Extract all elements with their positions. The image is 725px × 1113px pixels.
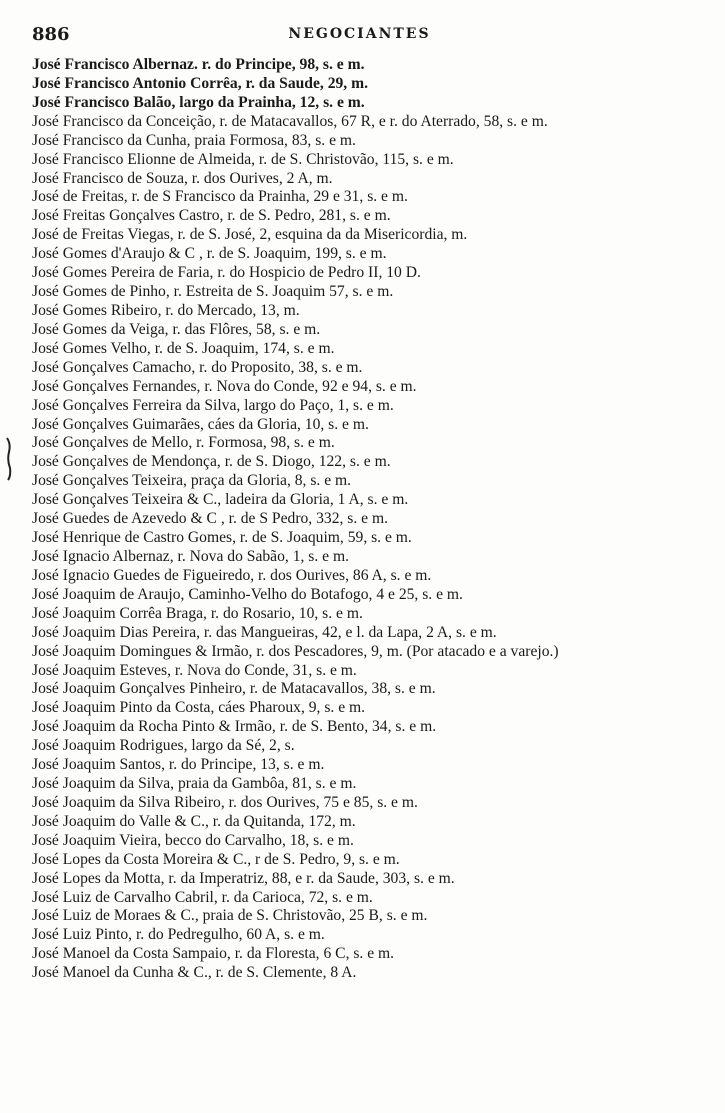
- list-item: José Gonçalves Camacho, r. do Proposito, 38, s. e m.: [32, 358, 363, 376]
- list-item: José Joaquim Dias Pereira, r. das Mangueiras, 42, e l. da Lapa, 2 A, s. e m.: [32, 623, 497, 641]
- list-item: José Manoel da Costa Sampaio, r. da Floresta, 6 C, s. e m.: [32, 945, 395, 963]
- list-item: José de Freitas Viegas, r. de S. José, 2, esquina da da Misericordia, m.: [32, 226, 468, 244]
- page-header: [32, 24, 687, 48]
- list-item: José Francisco da Cunha, praia Formosa, 83, s. e m.: [32, 131, 356, 149]
- running-head: NEGOCIANTES: [288, 26, 431, 42]
- page-number: 886: [32, 24, 70, 45]
- list-item: José Ignacio Guedes de Figueiredo, r. dos Ourives, 86 A, s. e m.: [32, 566, 432, 584]
- list-item: José Francisco da Conceição, r. de Matacavallos, 67 R, e r. do Aterrado, 58, s. e m.: [32, 112, 548, 130]
- list-item: José Gonçalves de Mendonça, r. de S. Diogo, 122, s. e m.: [32, 453, 391, 471]
- list-item: José Luiz de Moraes & C., praia de S. Christovão, 25 B, s. e m.: [32, 907, 428, 925]
- list-item: José Joaquim Rodrigues, largo da Sé, 2, s.: [32, 737, 295, 755]
- list-item: José Francisco Balão, largo da Prainha, 12, s. e m.: [32, 93, 365, 111]
- list-item: José Ignacio Albernaz, r. Nova do Sabão, 1, s. e m.: [32, 547, 349, 565]
- list-item: José Francisco Elionne de Almeida, r. de S. Christovão, 115, s. e m.: [32, 150, 454, 168]
- list-item: José Lopes da Costa Moreira & C., r de S. Pedro, 9, s. e m.: [32, 850, 400, 868]
- list-item: José Joaquim Vieira, becco do Carvalho, 18, s. e m.: [32, 831, 354, 849]
- list-item: José Luiz de Carvalho Cabril, r. da Carioca, 72, s. e m.: [32, 888, 373, 906]
- list-item: José Joaquim Santos, r. do Principe, 13, s. e m.: [32, 756, 325, 774]
- list-item: José Gonçalves Ferreira da Silva, largo do Paço, 1, s. e m.: [32, 396, 394, 414]
- list-item: José Freitas Gonçalves Castro, r. de S. Pedro, 281, s. e m.: [32, 207, 391, 225]
- list-item: José Gomes Pereira de Faria, r. do Hospicio de Pedro II, 10 D.: [32, 264, 421, 282]
- list-item: José Joaquim do Valle & C., r. da Quitanda, 172, m.: [32, 812, 356, 830]
- margin-bracket-mark: [6, 436, 12, 482]
- list-item: José Joaquim Pinto da Costa, cáes Pharoux, 9, s. e m.: [32, 699, 366, 717]
- list-item: José Joaquim Domingues & Irmão, r. dos Pescadores, 9, m. (Por atacado e a varejo.): [32, 642, 559, 660]
- merchant-list: [32, 56, 692, 983]
- list-item: José Gomes da Veiga, r. das Flôres, 58, s. e m.: [32, 320, 321, 338]
- list-item: José Francisco Albernaz. r. do Principe, 98, s. e m.: [32, 56, 365, 73]
- list-item: José Gonçalves Teixeira & C., ladeira da Gloria, 1 A, s. e m.: [32, 491, 409, 509]
- list-item: José Gonçalves de Mello, r. Formosa, 98, s. e m.: [32, 434, 335, 452]
- list-item: José Lopes da Motta, r. da Imperatriz, 88, e r. da Saude, 303, s. e m.: [32, 869, 455, 887]
- list-item: José Henrique de Castro Gomes, r. de S. Joaquim, 59, s. e m.: [32, 529, 412, 547]
- list-item: José Gomes Ribeiro, r. do Mercado, 13, m.: [32, 301, 300, 319]
- list-item: José Joaquim Gonçalves Pinheiro, r. de Matacavallos, 38, s. e m.: [32, 680, 436, 698]
- list-item: José Joaquim de Araujo, Caminho-Velho do Botafogo, 4 e 25, s. e m.: [32, 585, 463, 603]
- list-item: José Francisco Antonio Corrêa, r. da Saude, 29, m.: [32, 74, 368, 92]
- list-item: José Gomes Velho, r. de S. Joaquim, 174, s. e m.: [32, 339, 335, 357]
- list-item: José Joaquim Corrêa Braga, r. do Rosario, 10, s. e m.: [32, 604, 363, 622]
- list-item: José Joaquim da Rocha Pinto & Irmão, r. de S. Bento, 34, s. e m.: [32, 718, 437, 736]
- list-item: José Gonçalves Guimarães, cáes da Gloria, 10, s. e m.: [32, 415, 369, 433]
- list-item: José de Freitas, r. de S Francisco da Prainha, 29 e 31, s. e m.: [32, 188, 408, 206]
- list-item: José Gonçalves Teixeira, praça da Gloria, 8, s. e m.: [32, 472, 352, 490]
- list-item: José Joaquim da Silva Ribeiro, r. dos Ourives, 75 e 85, s. e m.: [32, 793, 418, 811]
- list-item: José Joaquim da Silva, praia da Gambôa, 81, s. e m.: [32, 775, 357, 793]
- list-item: José Guedes de Azevedo & C , r. de S Pedro, 332, s. e m.: [32, 510, 389, 528]
- list-item: José Manoel da Cunha & C., r. de S. Clemente, 8 A.: [32, 964, 357, 982]
- list-item: José Gomes de Pinho, r. Estreita de S. Joaquim 57, s. e m.: [32, 283, 394, 301]
- list-item: José Joaquim Esteves, r. Nova do Conde, 31, s. e m.: [32, 661, 357, 679]
- list-item: José Gonçalves Fernandes, r. Nova do Conde, 92 e 94, s. e m.: [32, 377, 417, 395]
- list-item: José Francisco de Souza, r. dos Ourives, 2 A, m.: [32, 169, 333, 187]
- list-item: José Luiz Pinto, r. do Pedregulho, 60 A, s. e m.: [32, 926, 325, 944]
- list-item: José Gomes d'Araujo & C , r. de S. Joaquim, 199, s. e m.: [32, 245, 387, 263]
